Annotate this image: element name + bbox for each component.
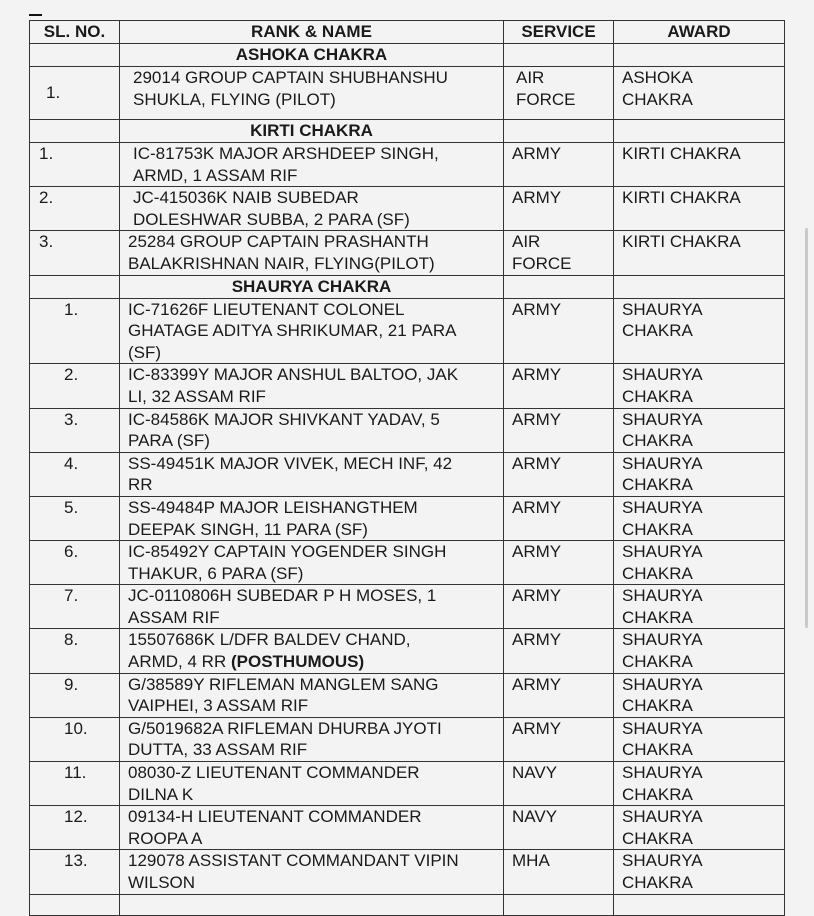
name-line: LI, 32 ASSAM RIF [128, 386, 266, 406]
award-line: CHAKRA [622, 475, 693, 495]
table-row [30, 143, 785, 187]
award-line: CHAKRA [622, 607, 693, 627]
service-cell [504, 762, 614, 806]
award-cell [614, 541, 785, 585]
award-cell [614, 496, 785, 540]
rank-name-cell [120, 187, 504, 231]
service-line: ARMY [512, 188, 562, 208]
posthumous-tag: (POSTHUMOUS) [230, 652, 365, 672]
service-line: ARMY [512, 299, 562, 319]
award-cell [614, 673, 785, 717]
table-row [30, 496, 785, 540]
service-line: ARMY [512, 497, 562, 517]
rank-name-cell [120, 541, 504, 585]
award-line: KIRTI CHAKRA [622, 232, 741, 252]
sl-cell: 10. [30, 717, 120, 761]
award-cell [614, 585, 785, 629]
name-line: THAKUR, 6 PARA (SF) [128, 563, 304, 583]
section-row-kirti [30, 120, 785, 143]
service-cell [504, 408, 614, 452]
name-line: BALAKRISHNAN NAIR, FLYING(PILOT) [128, 253, 435, 273]
name-line: RR [128, 475, 153, 495]
service-line: ARMY [512, 586, 562, 606]
name-line: SS-49484P MAJOR LEISHANGTHEM [128, 497, 418, 517]
award-line: CHAKRA [622, 740, 693, 760]
sl-cell: 4. [30, 452, 120, 496]
name-line: 25284 GROUP CAPTAIN PRASHANTH [128, 232, 429, 252]
award-cell [614, 629, 785, 673]
award-line: SHAURYA [622, 542, 703, 562]
award-line: CHAKRA [622, 563, 693, 583]
award-line: SHAURYA [622, 365, 703, 385]
name-line: 15507686K L/DFR BALDEV CHAND, [128, 630, 411, 650]
award-line: SHAURYA [622, 807, 703, 827]
name-line: G/38589Y RIFLEMAN MANGLEM SANG [128, 674, 439, 694]
service-line: FORCE [512, 253, 572, 273]
service-cell [504, 717, 614, 761]
table-row [30, 541, 785, 585]
section-title-shaurya: SHAURYA CHAKRA [120, 275, 504, 298]
header-sl-no: SL. NO. [30, 21, 120, 44]
award-line: KIRTI CHAKRA [622, 144, 741, 163]
service-cell [504, 673, 614, 717]
name-line: ROOPA A [128, 828, 203, 848]
service-cell [504, 231, 614, 275]
service-line: AIR [512, 232, 541, 252]
sl-cell: 13. [30, 850, 120, 894]
service-cell [504, 541, 614, 585]
award-line: SHAURYA [622, 299, 703, 319]
service-cell [504, 298, 614, 364]
sl-cell: 6. [30, 541, 120, 585]
award-cell [614, 408, 785, 452]
service-cell [504, 585, 614, 629]
award-cell [614, 231, 785, 275]
name-line: GHATAGE ADITYA SHRIKUMAR, 21 PARA [128, 321, 457, 341]
name-line: 08030-Z LIEUTENANT COMMANDER [128, 763, 420, 783]
award-line: ASHOKA [622, 68, 693, 87]
name-line: PARA (SF) [128, 431, 210, 451]
header-award: AWARD [614, 21, 785, 44]
rank-name-cell [120, 364, 504, 408]
name-line: JC-415036K NAIB SUBEDAR [133, 188, 359, 208]
rank-name-cell [120, 762, 504, 806]
service-line: ARMY [512, 630, 562, 650]
table-row-empty [30, 894, 785, 915]
name-line: SHUKLA, FLYING (PILOT) [133, 89, 336, 109]
rank-name-cell [120, 496, 504, 540]
award-line: CHAKRA [622, 652, 693, 672]
name-line: DUTTA, 33 ASSAM RIF [128, 740, 308, 760]
table-row [30, 408, 785, 452]
sl-cell: 9. [30, 673, 120, 717]
sl-cell: 3. [30, 231, 120, 275]
service-cell [504, 629, 614, 673]
sl-cell: 1. [30, 298, 120, 364]
service-line: ARMY [512, 144, 562, 163]
table-row [30, 187, 785, 231]
header-rank-name: RANK & NAME [120, 21, 504, 44]
name-line: ARMD, 1 ASSAM RIF [133, 165, 298, 185]
name-line: IC-84586K MAJOR SHIVKANT YADAV, 5 [128, 409, 440, 429]
service-line: AIR [516, 68, 545, 87]
service-line: ARMY [512, 453, 562, 473]
service-cell [504, 187, 614, 231]
name-line: DOLESHWAR SUBBA, 2 PARA (SF) [133, 209, 410, 229]
table-row [30, 850, 785, 894]
award-cell [614, 67, 785, 120]
service-line: ARMY [512, 365, 562, 385]
name-line: WILSON [128, 873, 196, 892]
rank-name-cell [120, 408, 504, 452]
award-line: KIRTI CHAKRA [622, 188, 741, 208]
sl-cell: 8. [30, 629, 120, 673]
name-line: G/5019682A RIFLEMAN DHURBA JYOTI [128, 718, 442, 738]
rank-name-cell [120, 673, 504, 717]
rank-name-cell [120, 67, 504, 120]
rank-name-cell [120, 806, 504, 850]
name-line: IC-81753K MAJOR ARSHDEEP SINGH, [133, 144, 439, 163]
award-cell [614, 187, 785, 231]
rank-name-cell [120, 298, 504, 364]
service-line: NAVY [512, 763, 558, 783]
award-cell [614, 298, 785, 364]
sl-cell: 1. [30, 67, 120, 120]
service-line: MHA [512, 851, 550, 871]
award-cell [614, 850, 785, 894]
award-line: SHAURYA [622, 409, 703, 429]
service-cell [504, 67, 614, 120]
award-line: SHAURYA [622, 586, 703, 606]
award-line: CHAKRA [622, 828, 693, 848]
rank-name-cell [120, 850, 504, 894]
table-row [30, 717, 785, 761]
name-line: (SF) [128, 342, 162, 362]
rank-name-cell [120, 585, 504, 629]
scrollbar[interactable] [805, 228, 808, 628]
service-cell [504, 850, 614, 894]
rank-name-cell [120, 717, 504, 761]
sl-cell: 1. [30, 143, 120, 187]
service-cell [504, 452, 614, 496]
name-line: IC-71626F LIEUTENANT COLONEL [128, 299, 405, 319]
table-row [30, 298, 785, 364]
rank-name-cell [120, 231, 504, 275]
sl-cell: 12. [30, 806, 120, 850]
table-row [30, 806, 785, 850]
award-line: SHAURYA [622, 630, 703, 650]
service-line: ARMY [512, 674, 562, 694]
award-line: SHAURYA [622, 718, 703, 738]
table-row [30, 629, 785, 673]
table-row [30, 67, 785, 120]
name-line: 129078 ASSISTANT COMMANDANT VIPIN [128, 851, 459, 871]
section-title-kirti: KIRTI CHAKRA [120, 120, 504, 143]
header-row [30, 21, 785, 44]
sl-cell: 11. [30, 762, 120, 806]
service-cell [504, 806, 614, 850]
service-line: ARMY [512, 718, 562, 738]
name-line [128, 651, 503, 673]
service-line: ARMY [512, 542, 562, 562]
award-line: SHAURYA [622, 674, 703, 694]
page-top-mark [29, 14, 42, 16]
name-line: IC-85492Y CAPTAIN YOGENDER SINGH [128, 542, 447, 562]
award-cell [614, 762, 785, 806]
service-cell [504, 143, 614, 187]
name-line: SS-49451K MAJOR VIVEK, MECH INF, 42 [128, 453, 453, 473]
award-line: CHAKRA [622, 873, 693, 892]
section-row-ashoka [30, 44, 785, 67]
awards-table [29, 20, 785, 916]
award-line: CHAKRA [622, 321, 693, 341]
name-line: 09134-H LIEUTENANT COMMANDER [128, 807, 422, 827]
name-line-text: ARMD, 4 RR [128, 652, 231, 672]
sl-cell: 2. [30, 187, 120, 231]
name-line: IC-83399Y MAJOR ANSHUL BALTOO, JAK [128, 365, 459, 385]
section-title-ashoka: ASHOKA CHAKRA [120, 44, 504, 67]
header-service: SERVICE [504, 21, 614, 44]
award-line: CHAKRA [622, 519, 693, 539]
rank-name-cell [120, 629, 504, 673]
award-line: SHAURYA [622, 763, 703, 783]
award-line: SHAURYA [622, 497, 703, 517]
service-cell [504, 364, 614, 408]
sl-cell: 5. [30, 496, 120, 540]
service-line: ARMY [512, 409, 562, 429]
award-cell [614, 143, 785, 187]
table-row [30, 762, 785, 806]
award-cell [614, 364, 785, 408]
award-line: CHAKRA [622, 696, 693, 716]
service-line: FORCE [516, 89, 576, 109]
award-line: CHAKRA [622, 431, 693, 451]
table-row [30, 585, 785, 629]
name-line: JC-0110806H SUBEDAR P H MOSES, 1 [128, 586, 437, 606]
name-line: ASSAM RIF [128, 607, 220, 627]
rank-name-cell [120, 143, 504, 187]
name-line: DEEPAK SINGH, 11 PARA (SF) [128, 519, 368, 539]
service-cell [504, 496, 614, 540]
name-line: DILNA K [128, 784, 194, 804]
table-row [30, 364, 785, 408]
table-row [30, 673, 785, 717]
award-line: SHAURYA [622, 453, 703, 473]
sl-cell: 3. [30, 408, 120, 452]
service-line: NAVY [512, 807, 558, 827]
rank-name-cell [120, 452, 504, 496]
award-cell [614, 806, 785, 850]
award-line: SHAURYA [622, 851, 703, 871]
award-line: CHAKRA [622, 89, 693, 109]
name-line: 29014 GROUP CAPTAIN SHUBHANSHU [133, 68, 448, 87]
name-line: VAIPHEI, 3 ASSAM RIF [128, 696, 309, 716]
award-line: CHAKRA [622, 784, 693, 804]
sl-cell: 2. [30, 364, 120, 408]
table-row [30, 452, 785, 496]
award-cell [614, 452, 785, 496]
section-row-shaurya [30, 275, 785, 298]
award-line: CHAKRA [622, 386, 693, 406]
table-row [30, 231, 785, 275]
award-cell [614, 717, 785, 761]
sl-cell: 7. [30, 585, 120, 629]
